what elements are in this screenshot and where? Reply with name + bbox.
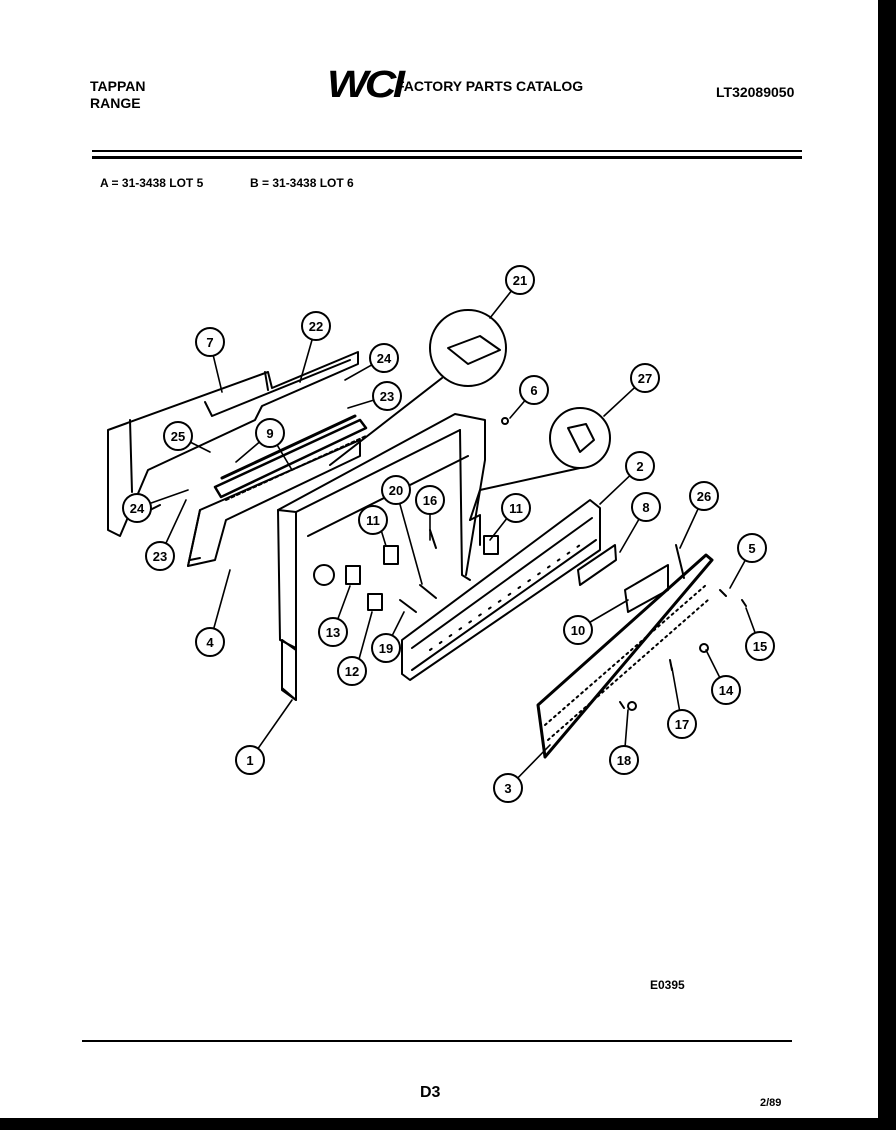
svg-text:14: 14 — [718, 683, 734, 698]
callout-21 — [506, 266, 534, 294]
callout-10 — [564, 616, 592, 644]
svg-text:11: 11 — [366, 513, 380, 528]
callout-11-right — [502, 494, 530, 522]
svg-text:12: 12 — [344, 664, 360, 679]
svg-text:10: 10 — [570, 623, 586, 638]
end-cap-left — [282, 640, 296, 700]
svg-text:9: 9 — [266, 426, 274, 441]
callout-8 — [632, 493, 660, 521]
revision-date: 2/89 — [760, 1097, 782, 1109]
svg-text:18: 18 — [616, 753, 632, 768]
callout-14 — [712, 676, 740, 704]
callout-24-right — [370, 344, 398, 372]
footer-rule — [82, 1040, 792, 1042]
callout-2 — [626, 452, 654, 480]
svg-text:4: 4 — [206, 635, 214, 650]
svg-text:21: 21 — [512, 273, 528, 288]
brand-name: TAPPAN — [90, 78, 146, 94]
callout-6 — [520, 376, 548, 404]
svg-text:16: 16 — [422, 493, 438, 508]
svg-text:7: 7 — [206, 335, 214, 350]
svg-text:20: 20 — [388, 483, 404, 498]
svg-text:22: 22 — [308, 319, 324, 334]
callout-bubbles — [123, 266, 774, 802]
callout-22 — [302, 312, 330, 340]
product-type: RANGE — [90, 95, 141, 111]
callout-9 — [256, 419, 284, 447]
callout-16 — [416, 486, 444, 514]
callout-12 — [338, 657, 366, 685]
callout-7 — [196, 328, 224, 356]
svg-text:23: 23 — [152, 549, 168, 564]
callout-13 — [319, 618, 347, 646]
callout-17 — [668, 710, 696, 738]
callout-18 — [610, 746, 638, 774]
svg-text:1: 1 — [246, 753, 254, 768]
leader-lines — [137, 280, 760, 788]
svg-text:24: 24 — [129, 501, 145, 516]
page-number: D3 — [420, 1084, 441, 1101]
callout-19 — [372, 634, 400, 662]
svg-text:5: 5 — [748, 541, 756, 556]
svg-text:27: 27 — [637, 371, 653, 386]
callout-11-left — [359, 506, 387, 534]
svg-text:25: 25 — [170, 429, 186, 444]
svg-text:17: 17 — [674, 717, 690, 732]
svg-text:3: 3 — [504, 781, 512, 796]
callout-24-left — [123, 494, 151, 522]
svg-text:19: 19 — [378, 641, 394, 656]
callout-3 — [494, 774, 522, 802]
callout-23-left — [146, 542, 174, 570]
model-number: LT32089050 — [716, 84, 795, 100]
control-panel-frame — [188, 414, 485, 700]
drawing-code: E0395 — [650, 978, 685, 992]
callout-25 — [164, 422, 192, 450]
svg-text:11: 11 — [509, 501, 523, 516]
callout-1 — [236, 746, 264, 774]
svg-text:24: 24 — [376, 351, 392, 366]
callout-27 — [631, 364, 659, 392]
detail-circle-27 — [470, 408, 610, 520]
wci-logo: WCI — [327, 64, 402, 106]
callout-15 — [746, 632, 774, 660]
svg-text:13: 13 — [325, 625, 341, 640]
callout-23-right — [373, 382, 401, 410]
lot-b-label: B = 31-3438 LOT 6 — [250, 176, 354, 190]
callout-4 — [196, 628, 224, 656]
callout-20 — [382, 476, 410, 504]
svg-text:6: 6 — [530, 383, 538, 398]
svg-text:2: 2 — [636, 459, 644, 474]
svg-text:8: 8 — [642, 500, 650, 515]
svg-text:23: 23 — [379, 389, 395, 404]
callout-26 — [690, 482, 718, 510]
catalog-title: FACTORY PARTS CATALOG — [396, 78, 584, 94]
lot-a-label: A = 31-3438 LOT 5 — [100, 176, 204, 190]
svg-text:26: 26 — [696, 489, 712, 504]
svg-text:15: 15 — [752, 639, 768, 654]
callout-5 — [738, 534, 766, 562]
